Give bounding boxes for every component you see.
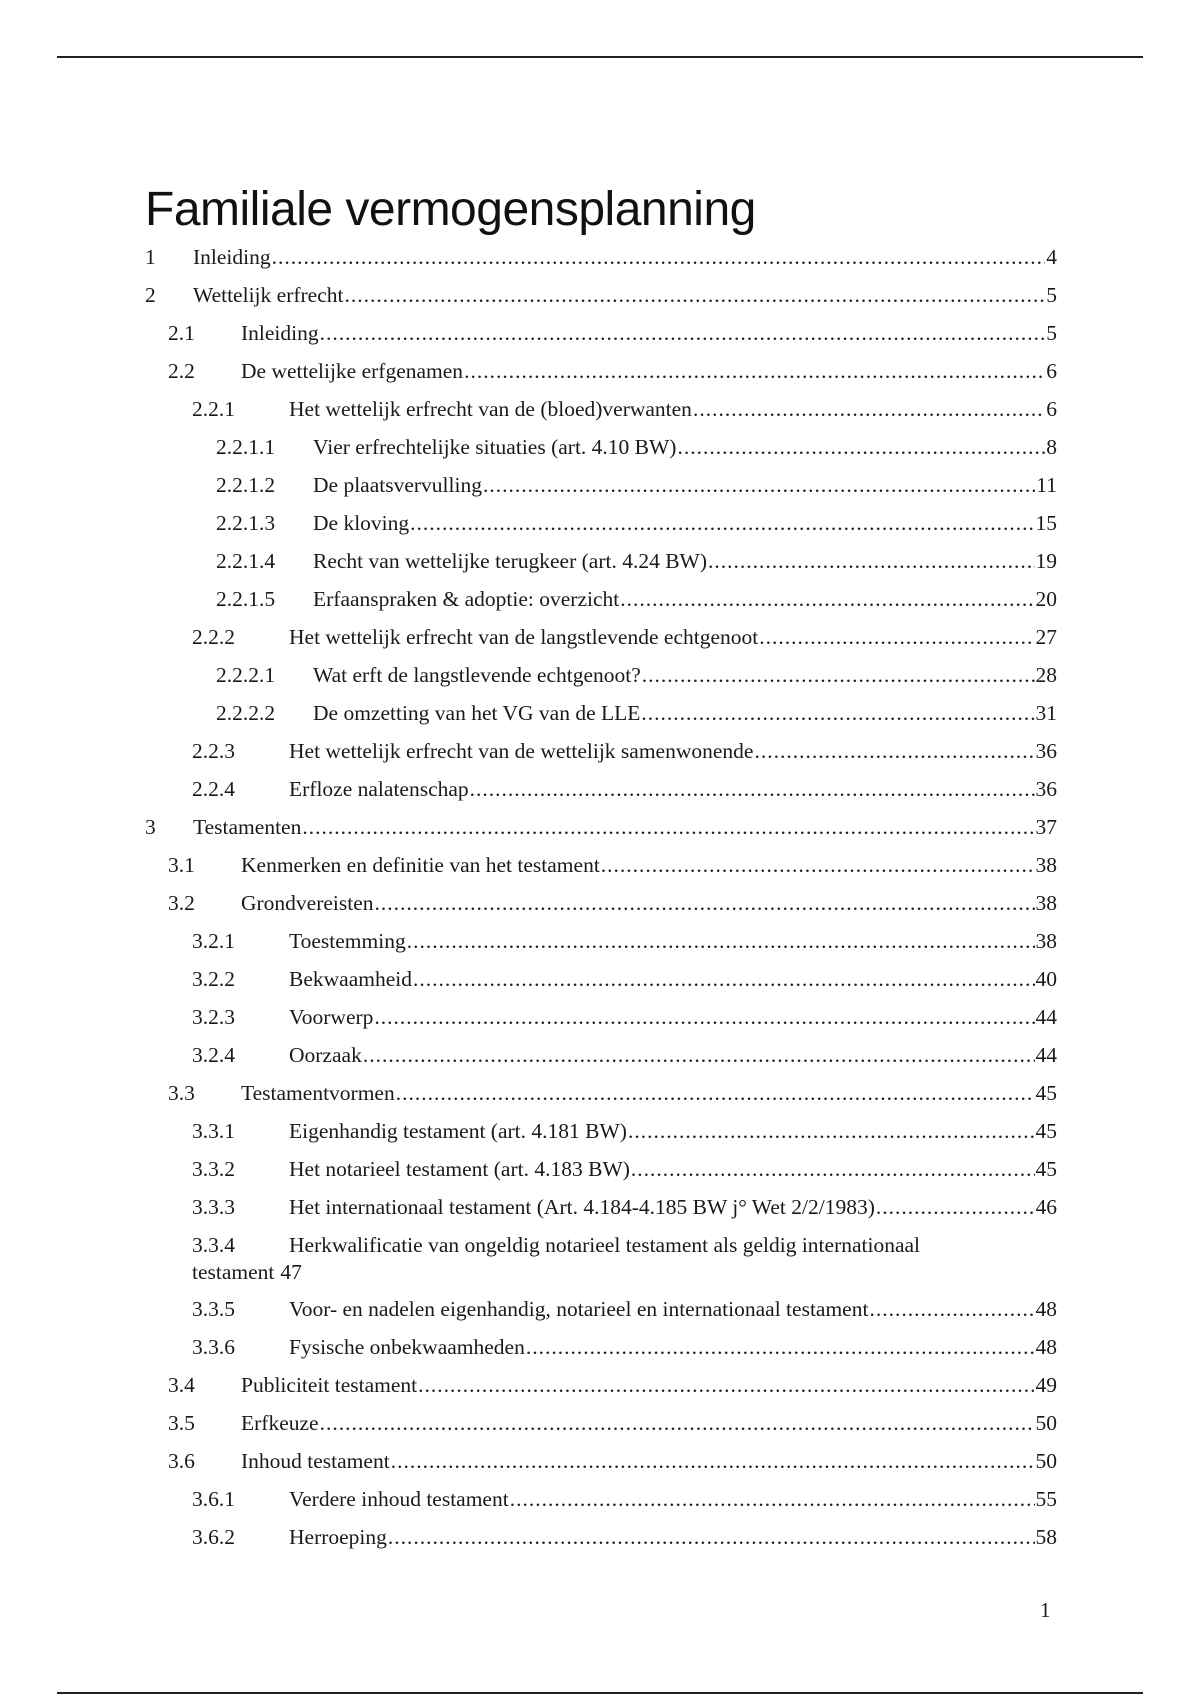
toc-dot-leader — [375, 884, 1035, 922]
toc-entry-number: 2.2.2.1 — [216, 663, 276, 687]
toc-entry[interactable] — [145, 1074, 1057, 1112]
toc-entry-text — [313, 542, 1057, 580]
toc-entry[interactable] — [145, 884, 1057, 922]
toc-entry[interactable] — [145, 580, 1057, 618]
toc-entry-text — [313, 656, 1057, 694]
toc-entry-text — [313, 504, 1057, 542]
toc-entry-text — [193, 808, 1057, 846]
toc-entry-text — [241, 1442, 1057, 1480]
toc-entry-number: 3.4 — [168, 1373, 195, 1397]
toc-entry-text — [289, 922, 1057, 960]
toc-entry-page: 48 — [1035, 1335, 1057, 1359]
toc-entry-page: 45 — [1035, 1157, 1057, 1181]
toc-entry-page: 44 — [1035, 1043, 1057, 1067]
toc-entry-label: Erfaanspraken & adoptie: overzicht — [313, 587, 620, 611]
toc-entry-number: 2.2.1.4 — [216, 549, 276, 573]
toc-entry-text — [289, 770, 1057, 808]
toc-entry-number: 3.2.4 — [192, 1043, 235, 1067]
toc-entry[interactable] — [145, 428, 1057, 466]
toc-entry-page: 15 — [1035, 511, 1057, 535]
toc-entry-text — [313, 428, 1057, 466]
toc-entry[interactable] — [145, 998, 1057, 1036]
toc-dot-leader — [396, 1074, 1035, 1112]
toc-dot-leader — [320, 314, 1046, 352]
toc-entry-number: 3.5 — [168, 1411, 195, 1435]
toc-entry-text — [289, 1150, 1057, 1188]
toc-entry[interactable] — [145, 656, 1057, 694]
toc-entry-label: Het wettelijk erfrecht van de wettelijk samenwonende — [289, 739, 754, 763]
toc-entry-page: 38 — [1035, 853, 1057, 877]
toc-entry[interactable] — [145, 846, 1057, 884]
toc-entry[interactable] — [145, 238, 1057, 276]
toc-entry-text — [241, 352, 1057, 390]
toc-entry-page: 36 — [1035, 739, 1057, 763]
toc-entry-label: Het notarieel testament (art. 4.183 BW) — [289, 1157, 630, 1181]
toc-entry-number: 3.3.6 — [192, 1335, 235, 1359]
toc-dot-leader — [272, 238, 1046, 276]
toc-entry-label: Inhoud testament — [241, 1449, 390, 1473]
toc-entry-text — [241, 314, 1057, 352]
toc-entry[interactable] — [145, 314, 1057, 352]
toc-entry-label: Publiciteit testament — [241, 1373, 418, 1397]
toc-entry[interactable] — [145, 618, 1057, 656]
toc-entry[interactable] — [145, 770, 1057, 808]
toc-entry-page: 38 — [1035, 891, 1057, 915]
toc-entry-number: 3.2 — [168, 891, 195, 915]
toc-entry[interactable] — [145, 1480, 1057, 1518]
toc-dot-leader — [876, 1188, 1035, 1226]
toc-entry-text — [289, 732, 1057, 770]
toc-entry-page: 58 — [1035, 1525, 1057, 1549]
toc-entry-number: 1 — [145, 245, 156, 269]
toc-entry[interactable] — [145, 352, 1057, 390]
toc-entry-number: 3.2.2 — [192, 967, 235, 991]
toc-entry-label: De kloving — [313, 511, 410, 535]
toc-entry-page: 37 — [1035, 815, 1057, 839]
toc-entry-number: 2.2.1.1 — [216, 435, 276, 459]
toc-entry-number: 2.2.1.5 — [216, 587, 276, 611]
toc-entry-page: 31 — [1035, 701, 1057, 725]
toc-entry-page: 50 — [1035, 1449, 1057, 1473]
toc-entry-number: 2 — [145, 283, 156, 307]
toc-entry[interactable] — [145, 1188, 1057, 1226]
toc-entry-text — [241, 884, 1057, 922]
toc-entry-number: 3.3.4 — [192, 1233, 235, 1257]
toc-entry-text — [289, 1112, 1057, 1150]
toc-entry-label: Inleiding — [241, 321, 319, 345]
toc-entry[interactable] — [145, 276, 1057, 314]
toc-dot-leader — [759, 618, 1034, 656]
toc-entry-page: 55 — [1035, 1487, 1057, 1511]
toc-entry-number: 2.2.2 — [192, 625, 235, 649]
toc-entry-number: 2.2.1 — [192, 397, 235, 421]
toc-entry-label: Voor- en nadelen eigenhandig, notarieel en internationaal testament — [289, 1297, 869, 1321]
toc-dot-leader — [642, 656, 1035, 694]
toc-entry-text — [289, 618, 1057, 656]
toc-entry-label: Wettelijk erfrecht — [193, 283, 344, 307]
toc-entry-number: 3.2.3 — [192, 1005, 235, 1029]
toc-entry-page: 4 — [1046, 245, 1057, 269]
toc-dot-leader — [510, 1480, 1035, 1518]
toc-entry-text — [241, 1366, 1057, 1404]
toc-entry-page: 19 — [1035, 549, 1057, 573]
toc-entry-label: Testamentvormen — [241, 1081, 395, 1105]
toc-entry[interactable] — [145, 1366, 1057, 1404]
toc-entry-text — [241, 1404, 1057, 1442]
toc-entry-label: Kenmerken en definitie van het testament — [241, 853, 600, 877]
toc-entry-number: 3.6.1 — [192, 1487, 235, 1511]
table-of-contents — [145, 238, 1057, 1556]
toc-entry-page: 11 — [1036, 473, 1057, 497]
toc-entry-page: 28 — [1035, 663, 1057, 687]
toc-dot-leader — [677, 428, 1045, 466]
toc-entry-page: 40 — [1035, 967, 1057, 991]
toc-entry-page: 8 — [1046, 435, 1057, 459]
toc-dot-leader — [601, 846, 1035, 884]
toc-entry-number: 3.2.1 — [192, 929, 235, 953]
toc-entry-label: Bekwaamheid — [289, 967, 412, 991]
toc-dot-leader — [464, 352, 1045, 390]
toc-entry[interactable] — [145, 1226, 1057, 1290]
toc-dot-leader — [693, 390, 1045, 428]
toc-entry[interactable] — [145, 466, 1057, 504]
toc-entry-number: 2.2.4 — [192, 777, 235, 801]
toc-entry-text — [313, 694, 1057, 732]
toc-dot-leader — [620, 580, 1034, 618]
toc-entry-label: Vier erfrechtelijke situaties (art. 4.10 BW) — [313, 435, 677, 459]
toc-entry-number: 2.2 — [168, 359, 195, 383]
toc-entry-number: 3.3.2 — [192, 1157, 235, 1181]
toc-entry-number: 3.1 — [168, 853, 195, 877]
toc-entry-label: Inleiding — [193, 245, 271, 269]
toc-entry[interactable] — [145, 694, 1057, 732]
toc-entry-text — [289, 1290, 1057, 1328]
toc-entry-page: 5 — [1046, 321, 1057, 345]
toc-entry-text — [289, 998, 1057, 1036]
toc-entry-number: 3.3 — [168, 1081, 195, 1105]
toc-entry-continuation — [192, 1253, 302, 1291]
toc-entry-text — [289, 1036, 1057, 1074]
toc-entry[interactable] — [145, 1112, 1057, 1150]
toc-entry-label: Eigenhandig testament (art. 4.181 BW) — [289, 1119, 627, 1143]
toc-entry-label: Herroeping — [289, 1525, 387, 1549]
toc-entry-page: 45 — [1035, 1119, 1057, 1143]
toc-entry-page: 47 — [280, 1260, 302, 1284]
toc-dot-leader — [391, 1442, 1035, 1480]
toc-entry-text — [289, 1226, 1057, 1264]
toc-entry-text — [193, 276, 1057, 314]
toc-entry-text — [241, 846, 1057, 884]
toc-entry-page: 50 — [1035, 1411, 1057, 1435]
toc-entry-number: 2.2.1.2 — [216, 473, 276, 497]
toc-entry-label: Erfkeuze — [241, 1411, 319, 1435]
toc-entry-label: Fysische onbekwaamheden — [289, 1335, 525, 1359]
toc-entry-label-continued: testament — [192, 1260, 275, 1284]
toc-dot-leader — [363, 1036, 1035, 1074]
toc-dot-leader — [483, 466, 1035, 504]
header-rule — [57, 56, 1143, 58]
toc-entry-number: 2.2.1.3 — [216, 511, 276, 535]
toc-entry-page: 49 — [1035, 1373, 1057, 1397]
toc-dot-leader — [407, 922, 1035, 960]
toc-entry-label: Toestemming — [289, 929, 406, 953]
toc-entry-text — [289, 1188, 1057, 1226]
toc-dot-leader — [869, 1290, 1034, 1328]
toc-entry-label: Voorwerp — [289, 1005, 374, 1029]
toc-entry-page: 46 — [1035, 1195, 1057, 1219]
toc-entry[interactable] — [145, 1518, 1057, 1556]
toc-entry[interactable] — [145, 390, 1057, 428]
toc-dot-leader — [410, 504, 1034, 542]
toc-entry-text — [193, 238, 1057, 276]
toc-entry-text — [289, 1480, 1057, 1518]
toc-entry-number: 2.2.3 — [192, 739, 235, 763]
toc-entry-number: 3.6.2 — [192, 1525, 235, 1549]
toc-entry-label: Testamenten — [193, 815, 302, 839]
toc-entry-label: Wat erft de langstlevende echtgenoot? — [313, 663, 641, 687]
toc-dot-leader — [708, 542, 1034, 580]
toc-entry-text — [289, 390, 1057, 428]
toc-entry-label: Recht van wettelijke terugkeer (art. 4.24 BW) — [313, 549, 708, 573]
toc-dot-leader — [344, 276, 1045, 314]
toc-entry-label: Herkwalificatie van ongeldig notarieel testament als geldig internationaal — [289, 1233, 921, 1257]
toc-entry-page: 6 — [1046, 359, 1057, 383]
toc-entry[interactable] — [145, 1150, 1057, 1188]
toc-entry-label: Verdere inhoud testament — [289, 1487, 509, 1511]
toc-entry[interactable] — [145, 1404, 1057, 1442]
toc-entry[interactable] — [145, 960, 1057, 998]
toc-entry[interactable] — [145, 808, 1057, 846]
toc-entry-number: 2.2.2.2 — [216, 701, 276, 725]
toc-dot-leader — [754, 732, 1034, 770]
toc-entry-label: De wettelijke erfgenamen — [241, 359, 464, 383]
toc-entry[interactable] — [145, 1328, 1057, 1366]
toc-entry-number: 2.1 — [168, 321, 195, 345]
toc-dot-leader — [470, 770, 1035, 808]
toc-entry-page: 20 — [1035, 587, 1057, 611]
toc-entry-text — [313, 466, 1057, 504]
toc-entry-page: 44 — [1035, 1005, 1057, 1029]
toc-entry[interactable] — [145, 732, 1057, 770]
page-number: 1 — [1040, 1598, 1051, 1622]
document-title: Familiale vermogensplanning — [145, 183, 756, 237]
toc-entry-page: 38 — [1035, 929, 1057, 953]
toc-entry[interactable] — [145, 1036, 1057, 1074]
toc-entry-label: Erfloze nalatenschap — [289, 777, 469, 801]
toc-entry-label: Het wettelijk erfrecht van de (bloed)verwanten — [289, 397, 692, 421]
toc-entry-text — [289, 1518, 1057, 1556]
footer-rule — [57, 1692, 1143, 1694]
toc-entry-label: De plaatsvervulling — [313, 473, 482, 497]
toc-dot-leader — [641, 694, 1034, 732]
toc-entry-number: 3.3.5 — [192, 1297, 235, 1321]
toc-dot-leader — [302, 808, 1034, 846]
toc-entry-label: De omzetting van het VG van de LLE — [313, 701, 641, 725]
toc-dot-leader — [526, 1328, 1035, 1366]
toc-dot-leader — [628, 1112, 1035, 1150]
toc-dot-leader — [374, 998, 1034, 1036]
toc-entry[interactable] — [145, 1290, 1057, 1328]
toc-entry[interactable] — [145, 504, 1057, 542]
toc-entry-label: Het wettelijk erfrecht van de langstlevende echtgenoot — [289, 625, 759, 649]
toc-entry-number: 3 — [145, 815, 156, 839]
toc-entry-label: Grondvereisten — [241, 891, 374, 915]
toc-dot-leader — [388, 1518, 1035, 1556]
toc-dot-leader — [320, 1404, 1035, 1442]
toc-entry-number: 3.6 — [168, 1449, 195, 1473]
toc-entry-number: 3.3.3 — [192, 1195, 235, 1219]
toc-entry-page: 27 — [1035, 625, 1057, 649]
toc-dot-leader — [413, 960, 1035, 998]
toc-entry-text — [289, 960, 1057, 998]
toc-entry-label: Het internationaal testament (Art. 4.184-4.185 BW j° Wet 2/2/1983) — [289, 1195, 875, 1219]
toc-entry-page: 45 — [1035, 1081, 1057, 1105]
toc-entry[interactable] — [145, 1442, 1057, 1480]
toc-entry-page: 5 — [1046, 283, 1057, 307]
toc-entry-text — [313, 580, 1057, 618]
toc-entry-page: 6 — [1046, 397, 1057, 421]
toc-entry-text — [241, 1074, 1057, 1112]
toc-entry[interactable] — [145, 542, 1057, 580]
toc-entry[interactable] — [145, 922, 1057, 960]
toc-dot-leader — [631, 1150, 1035, 1188]
toc-entry-page: 48 — [1035, 1297, 1057, 1321]
toc-dot-leader — [418, 1366, 1034, 1404]
toc-entry-text — [289, 1328, 1057, 1366]
toc-entry-label: Oorzaak — [289, 1043, 362, 1067]
toc-entry-number: 3.3.1 — [192, 1119, 235, 1143]
toc-entry-page: 36 — [1035, 777, 1057, 801]
